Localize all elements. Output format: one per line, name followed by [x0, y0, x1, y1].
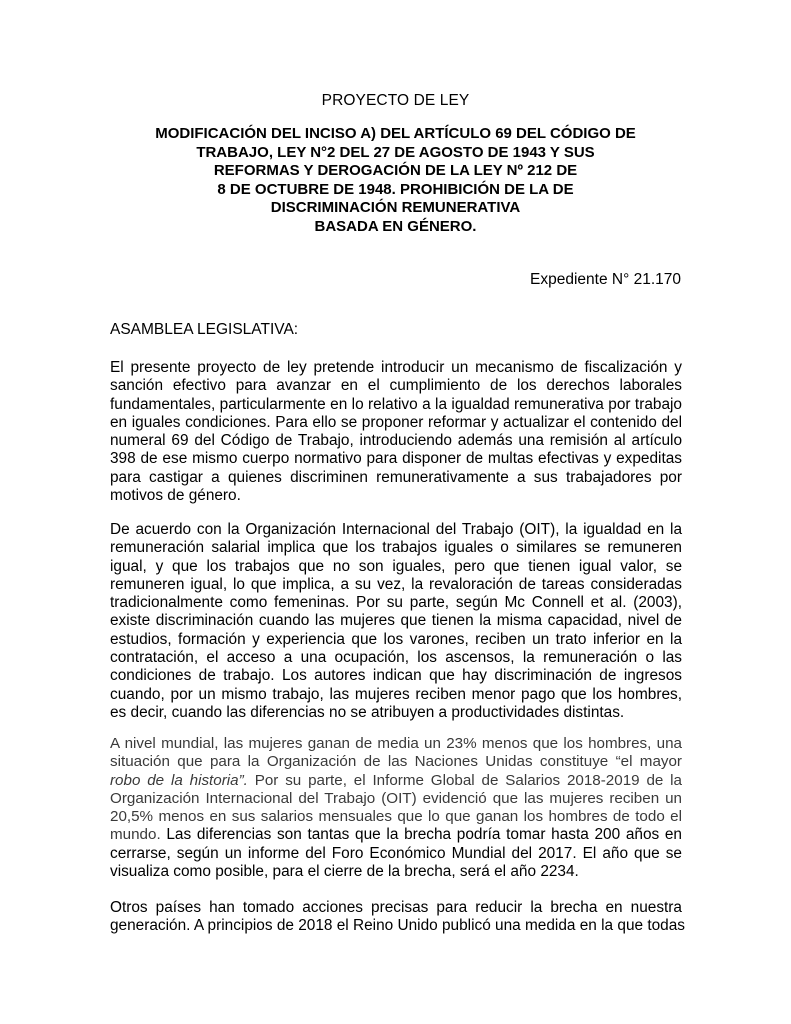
paragraph-line: [110, 772, 682, 790]
paragraph-line: visualiza como posible, para el cierre de la brecha, será el año 2234.: [110, 863, 579, 881]
bill-title-line: DISCRIMINACIÓN REMUNERATIVA: [270, 199, 521, 217]
paragraph-introduction: [110, 359, 682, 505]
paragraph-line: 20,5% menos en sus salarios mensuales que lo que ganan los hombres de todo el: [110, 808, 682, 826]
line-text: Las diferencias son tantas que la brecha podría tomar hasta 200 años en: [160, 826, 682, 844]
paragraph-line: sanción efectivo para avanzar en el cumplimiento de los derechos laborales: [110, 377, 682, 395]
paragraph-line: para castigar a quienes discriminen remunerativamente a sus trabajadores por: [110, 468, 682, 486]
paragraph-line: Organización Internacional del Trabajo (OIT) evidenció que las mujeres reciben un: [110, 789, 682, 807]
paragraph-line: A nivel mundial, las mujeres ganan de media un 23% menos que los hombres, una: [110, 735, 682, 752]
paragraph-line: motivos de género.: [110, 487, 241, 505]
paragraph-line: es decir, cuando las diferencias no se atribuyen a productividades distintas.: [110, 703, 625, 721]
paragraph-line: tradicionalmente como femeninas. Por su parte, según Mc Connell et al. (2003),: [110, 594, 682, 612]
paragraph-line: numeral 69 del Código de Trabajo, introduciendo además una remisión al artículo: [110, 432, 682, 450]
paragraph-line: estudios, formación y experiencia que los varones, reciben un trato inferior en la: [110, 630, 682, 648]
paragraph-line: condiciones de trabajo. Los autores indican que hay discriminación de ingresos: [110, 667, 682, 685]
quoted-phrase: robo de la historia”.: [110, 771, 248, 789]
paragraph-line: De acuerdo con la Organización Internacional del Trabajo (OIT), la igualdad en la: [110, 521, 682, 538]
paragraph-line: situación que para la Organización de las Naciones Unidas constituye “el mayor: [110, 753, 682, 771]
paragraph-line: remuneración salarial implica que los trabajos iguales o similares se remuneren: [110, 539, 682, 557]
paragraph-line: cuando, por un mismo trabajo, las mujeres reciben menor pago que los hombres,: [110, 685, 682, 703]
file-number: Expediente N° 21.170: [530, 271, 681, 288]
paragraph-other-countries: [110, 899, 685, 936]
paragraph-line: en iguales condiciones. Para ello se proponer reformar y actualizar el contenido del: [110, 413, 682, 431]
bill-title-line: REFORMAS Y DEROGACIÓN DE LA LEY Nº 212 DE: [213, 162, 578, 180]
line-text: mundo.: [110, 826, 161, 844]
paragraph-line: igual, y que los trabajos que no son iguales, pero que tienen igual valor, se: [110, 557, 682, 575]
addressee: ASAMBLEA LEGISLATIVA:: [110, 321, 299, 338]
paragraph-line: contratación, el acceso a una ocupación, los ascensos, la remuneración o las: [110, 649, 682, 667]
paragraph-line: remuneren igual, lo que implica, a su vez, la revaloración de tareas consideradas: [110, 575, 682, 593]
bill-title-line: MODIFICACIÓN DEL INCISO A) DEL ARTÍCULO 69 DEL CÓDIGO DE: [155, 125, 636, 142]
bill-title-line: TRABAJO, LEY N°2 DEL 27 DE AGOSTO DE 1943 Y SUS: [196, 143, 595, 161]
document-type-heading: PROYECTO DE LEY: [321, 92, 470, 109]
paragraph-line: [110, 826, 682, 844]
paragraph-line: Otros países han tomado acciones precisas para reducir la brecha en nuestra: [110, 899, 682, 916]
paragraph-line: 398 de ese mismo cuerpo normativo para disponer de multas efectivas y expeditas: [110, 450, 682, 468]
paragraph-line: fundamentales, particularmente en lo relativo a la igualdad remunerativa por trabajo: [110, 395, 682, 413]
bill-title-line: BASADA EN GÉNERO.: [314, 217, 477, 235]
paragraph-line: El presente proyecto de ley pretende introducir un mecanismo de fiscalización y: [110, 359, 682, 376]
paragraph-line: generación. A principios de 2018 el Reino Unido publicó una medida en la que todas: [110, 917, 685, 935]
paragraph-line: cerrarse, según un informe del Foro Económico Mundial del 2017. El año que se: [110, 844, 682, 862]
bill-title-line: 8 DE OCTUBRE DE 1948. PROHIBICIÓN DE LA DE: [217, 180, 574, 198]
paragraph-global-statistics: [110, 735, 682, 881]
paragraph-line: existe discriminación cuando las mujeres que tienen la misma capacidad, nivel de: [110, 612, 682, 630]
line-text: Por su parte, el Informe Global de Salarios 2018-2019 de la: [247, 771, 682, 789]
paragraph-oit-definition: [110, 521, 682, 722]
bill-title: [110, 125, 681, 237]
